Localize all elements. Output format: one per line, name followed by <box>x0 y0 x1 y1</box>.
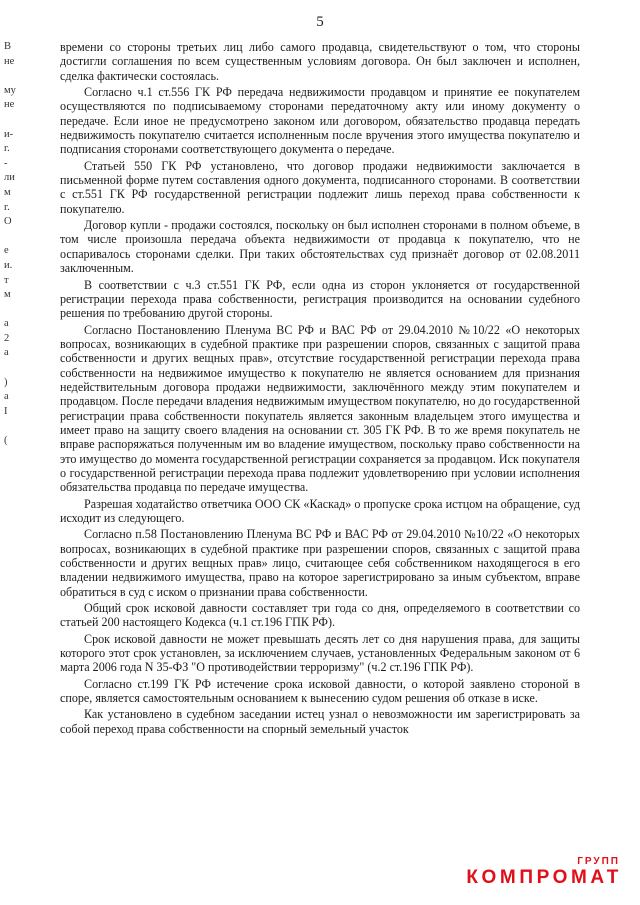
paragraph: Как установлено в судебном заседании истец узнал о невозможности им зарегистрировать за собой переход права собственности на спорный земельный участок <box>60 707 580 736</box>
paragraph: В соответствии с ч.3 ст.551 ГК РФ, если одна из сторон уклоняется от государственной регистрации перехода права собственности, регистрация производится на основании судебного решения по требованию другой стороны. <box>60 277 580 321</box>
paragraph: Срок исковой давности не может превышать десять лет со дня нарушения права, для защиты которого этот срок установлен, за исключением случаев, установленных Федеральным законом от 6 марта 2006 года N 35-ФЗ "О противодействии терроризму" (ч.2 ст.196 ГПК РФ). <box>60 631 580 675</box>
document-body <box>60 40 580 738</box>
paragraph: Согласно Постановлению Пленума ВС РФ и ВАС РФ от 29.04.2010 №10/22 «О некоторых вопросах, возникающих в судебной практике при разрешении споров, связанных с защитой права собственности и других вещных прав», отсутствие государственной регистрации перехода права собственности на недвижимое имущество к покупателю не является основанием для признания недействительным договора продажи недвижимости, заключённого между этим покупателем и продавцом. После передачи владения недвижимым имуществом покупателю, но до государственной регистрации права собственности покупатель является законным владельцем этого имущества и имеет право на защиту своего владения на основании ст. 305 ГК РФ. В то же время покупатель не вправе распоряжаться полученным им во владение имуществом, поскольку право собственности на это имущество до момента государственной регистрации сохраняется за продавцом. Иск покупателя о государственной регистрации перехода права подлежит удовлетворению при условии исполнения обязательства продавца по передаче имущества. <box>60 322 580 495</box>
left-margin-fragments: В не му не и- г. - ли м г. О е и. т м а 2 а ) а I ( <box>4 41 16 447</box>
page-number: 5 <box>316 14 324 30</box>
paragraph: времени со стороны третьих лиц либо самого продавца, свидетельствуют о том, что стороны достигли соглашения по всем существенным условиям договора. Он был заключен и исполнен, сделка фактически состоялась. <box>60 40 580 83</box>
paragraph: Общий срок исковой давности составляет три года со дня, определяемого в соответствии со статьей 200 настоящего Кодекса (ч.1 ст.196 ГПК РФ). <box>60 601 580 630</box>
watermark-sub: ГРУПП <box>577 856 620 867</box>
paragraph: Статьей 550 ГК РФ установлено, что договор продажи недвижимости заключается в письменной форме путем составления одного документа, подписанного сторонами. В соответствии с ст.551 ГК РФ государственной регистрации подлежит лишь переход права собственности к покупателю. <box>60 158 580 216</box>
paragraph: Согласно п.58 Постановлению Пленума ВС РФ и ВАС РФ от 29.04.2010 №10/22 «О некоторых вопросах, возникающих в судебной практике при разрешении споров, связанных с защитой права собственности и других вещных прав» лицо, считающее себя собственником находящегося в его владении недвижимого имущества, право на которое зарегистрировано за иным субъектом, вправе обратиться в суд с иском о признании права собственности. <box>60 527 580 599</box>
paragraph: Разрешая ходатайство ответчика ООО СК «Каскад» о пропуске срока истцом на обращение, суд исходит из следующего. <box>60 496 580 525</box>
paragraph: Договор купли - продажи состоялся, поскольку он был исполнен сторонами в полном объеме, в том числе произошла передача объекта недвижимости от продавца к покупателю, что не оспаривалось сторонами сделки. При таких обстоятельствах суд признаёт договор от 02.08.2011 заключенным. <box>60 218 580 276</box>
watermark-logo <box>466 856 622 889</box>
paragraph: Согласно ст.199 ГК РФ истечение срока исковой давности, о которой заявлено стороной в споре, является самостоятельным основанием к вынесению судом решения об отказе в иске. <box>60 676 580 706</box>
paragraph: Согласно ч.1 ст.556 ГК РФ передача недвижимости продавцом и принятие ее покупателем осуществляются по подписываемому сторонами передаточному акту или иному документу о передаче. Если иное не предусмотрено законом или договором, обязательство продавца передать недвижимость покупателю считается исполненным после вручения этого имущества покупателю и подписания сторонами соответствующего документа о передаче. <box>60 85 580 157</box>
watermark-main: КОМПРОМАТ <box>466 867 622 888</box>
